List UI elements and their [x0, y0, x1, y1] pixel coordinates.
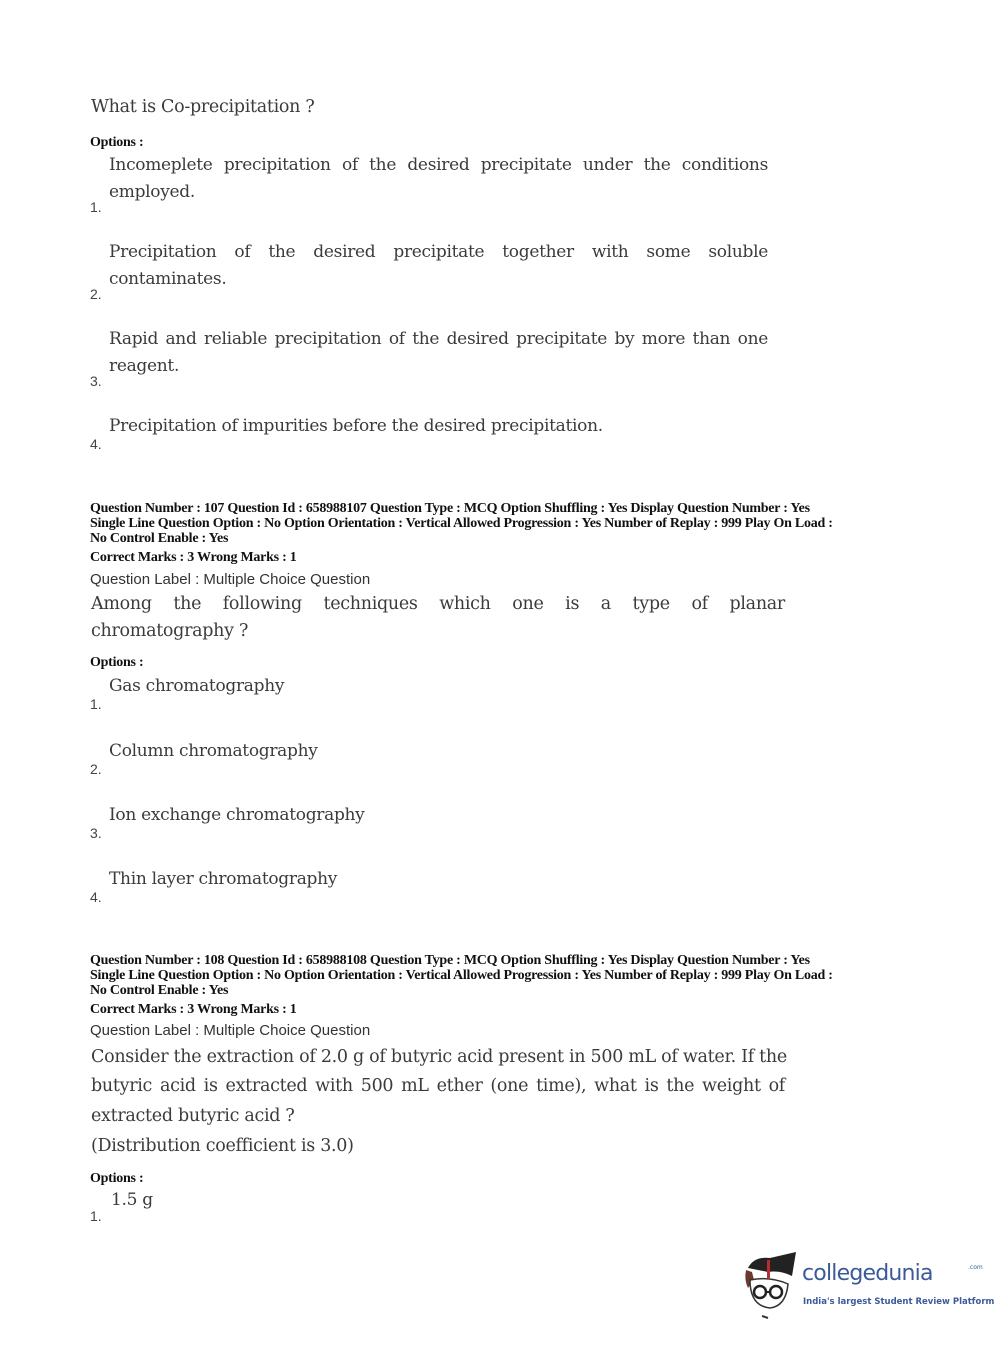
question-meta: Question Number : 108 Question Id : 658988108 Question Type : MCQ Option Shuffling : Yes Display Question Number : Yes [90, 953, 810, 968]
question-label: Question Label : Multiple Choice Question [90, 571, 371, 588]
option-number: 3. [90, 373, 102, 389]
option-3: Ion exchange chromatography [109, 805, 365, 825]
question-line-1: Consider the extraction of 2.0 g of butyric acid present in 500 mL of water. If the [91, 1047, 787, 1067]
option-2-line-1: Precipitation of the desired precipitate together with some soluble [109, 242, 768, 262]
options-label: Options : [90, 655, 144, 670]
option-number: 2. [90, 286, 102, 302]
brand-name: collegedunia [802, 1261, 933, 1286]
options-label: Options : [90, 1171, 144, 1186]
option-number: 3. [90, 825, 102, 841]
marks: Correct Marks : 3 Wrong Marks : 1 [90, 550, 297, 565]
option-number: 2. [90, 761, 102, 777]
question-line-1: Among the following techniques which one is a type of planar [91, 594, 785, 614]
question-line-2: butyric acid is extracted with 500 mL ether (one time), what is the weight of [91, 1076, 785, 1096]
option-4: Precipitation of impurities before the desired precipitation. [109, 416, 603, 436]
question-meta: Single Line Question Option : No Option Orientation : Vertical Allowed Progression : Yes Number of Replay : 999 Play On Load : [90, 968, 833, 983]
option-3-line-1: Rapid and reliable precipitation of the desired precipitate by more than one [109, 329, 768, 349]
option-number: 1. [90, 199, 102, 215]
collegedunia-logo [740, 1250, 995, 1320]
option-1: 1.5 g [111, 1190, 153, 1210]
option-1-line-1: Incomeplete precipitation of the desired precipitate under the conditions [109, 155, 768, 175]
option-2: Column chromatography [109, 741, 318, 761]
option-number: 1. [90, 696, 102, 712]
option-3-line-2: reagent. [109, 356, 180, 376]
question-line-4: (Distribution coefficient is 3.0) [91, 1136, 354, 1156]
brand-suffix: .com [968, 1264, 983, 1271]
option-1-line-2: employed. [109, 182, 195, 202]
option-1: Gas chromatography [109, 676, 285, 696]
question-meta: No Control Enable : Yes [90, 531, 229, 546]
question-line-3: extracted butyric acid ? [91, 1106, 295, 1126]
option-number: 4. [90, 436, 102, 452]
mascot-icon [740, 1250, 802, 1320]
question-meta: Single Line Question Option : No Option Orientation : Vertical Allowed Progression : Yes Number of Replay : 999 Play On Load : [90, 516, 833, 531]
option-2-line-2: contaminates. [109, 269, 227, 289]
question-meta: No Control Enable : Yes [90, 983, 229, 998]
question-line-2: chromatography ? [91, 621, 249, 641]
question-text: What is Co-precipitation ? [91, 97, 315, 117]
marks: Correct Marks : 3 Wrong Marks : 1 [90, 1002, 297, 1017]
question-label: Question Label : Multiple Choice Question [90, 1022, 371, 1039]
question-meta: Question Number : 107 Question Id : 658988107 Question Type : MCQ Option Shuffling : Yes Display Question Number : Yes [90, 501, 810, 516]
option-number: 4. [90, 889, 102, 905]
option-4: Thin layer chromatography [109, 869, 338, 889]
option-number: 1. [90, 1208, 102, 1224]
brand-tagline: India's largest Student Review Platform [803, 1297, 995, 1307]
options-label: Options : [90, 135, 144, 150]
